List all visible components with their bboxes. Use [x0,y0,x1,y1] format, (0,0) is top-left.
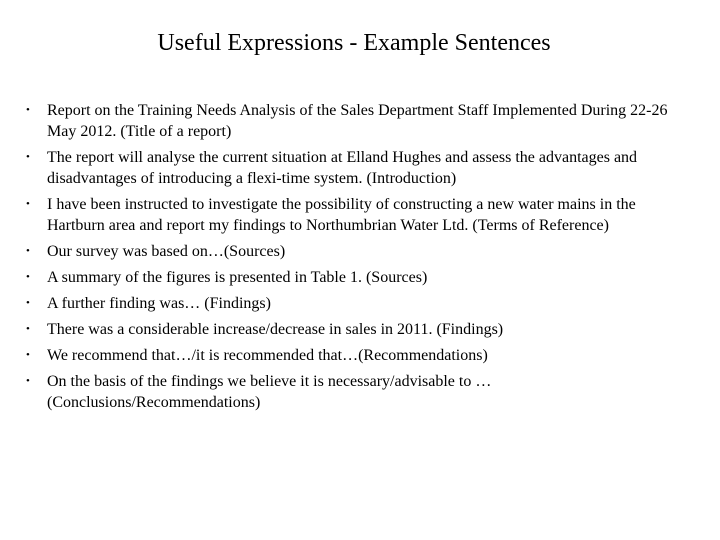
bullet-icon: • [26,198,30,210]
bullet-icon: • [26,375,30,387]
list-item [26,267,696,288]
list-item-text: There was a considerable increase/decrease in sales in 2011. (Findings) [47,321,504,338]
list-item-text: Report on the Training Needs Analysis of the Sales Department Staff Implemented During 22-26 May 2012. (Title of a report) [47,102,668,140]
list-item-text: Our survey was based on…(Sources) [47,243,286,260]
bullet-icon: • [26,349,30,361]
list-item [26,319,696,340]
list-item [26,241,696,262]
list-item [26,194,696,236]
list-item [26,371,696,413]
bullet-icon: • [26,297,30,309]
list-item-text: The report will analyse the current situation at Elland Hughes and assess the advantages and disadvantages of introducing a flexi-time system. (Introduction) [47,149,638,187]
list-item-text: I have been instructed to investigate the possibility of constructing a new water mains in the Hartburn area and report my findings to Northumbrian Water Ltd. (Terms of Reference) [47,196,636,234]
slide-title: Useful Expressions - Example Sentences [157,30,551,56]
bullet-icon: • [26,271,30,283]
bullet-icon: • [26,104,30,116]
list-item [26,147,696,189]
bullet-icon: • [26,151,30,163]
list-item-text: A further finding was… (Findings) [47,295,271,312]
list-item [26,100,696,142]
bullet-icon: • [26,323,30,335]
list-item-text: On the basis of the findings we believe it is necessary/advisable to … (Conclusions/Recommendations) [47,373,492,411]
bullet-icon: • [26,245,30,257]
list-item-text: A summary of the figures is presented in Table 1. (Sources) [47,269,428,286]
list-item [26,293,696,314]
list-item-text: We recommend that…/it is recommended that…(Recommendations) [47,347,488,364]
list-item [26,345,696,366]
example-sentence-list [26,100,696,418]
